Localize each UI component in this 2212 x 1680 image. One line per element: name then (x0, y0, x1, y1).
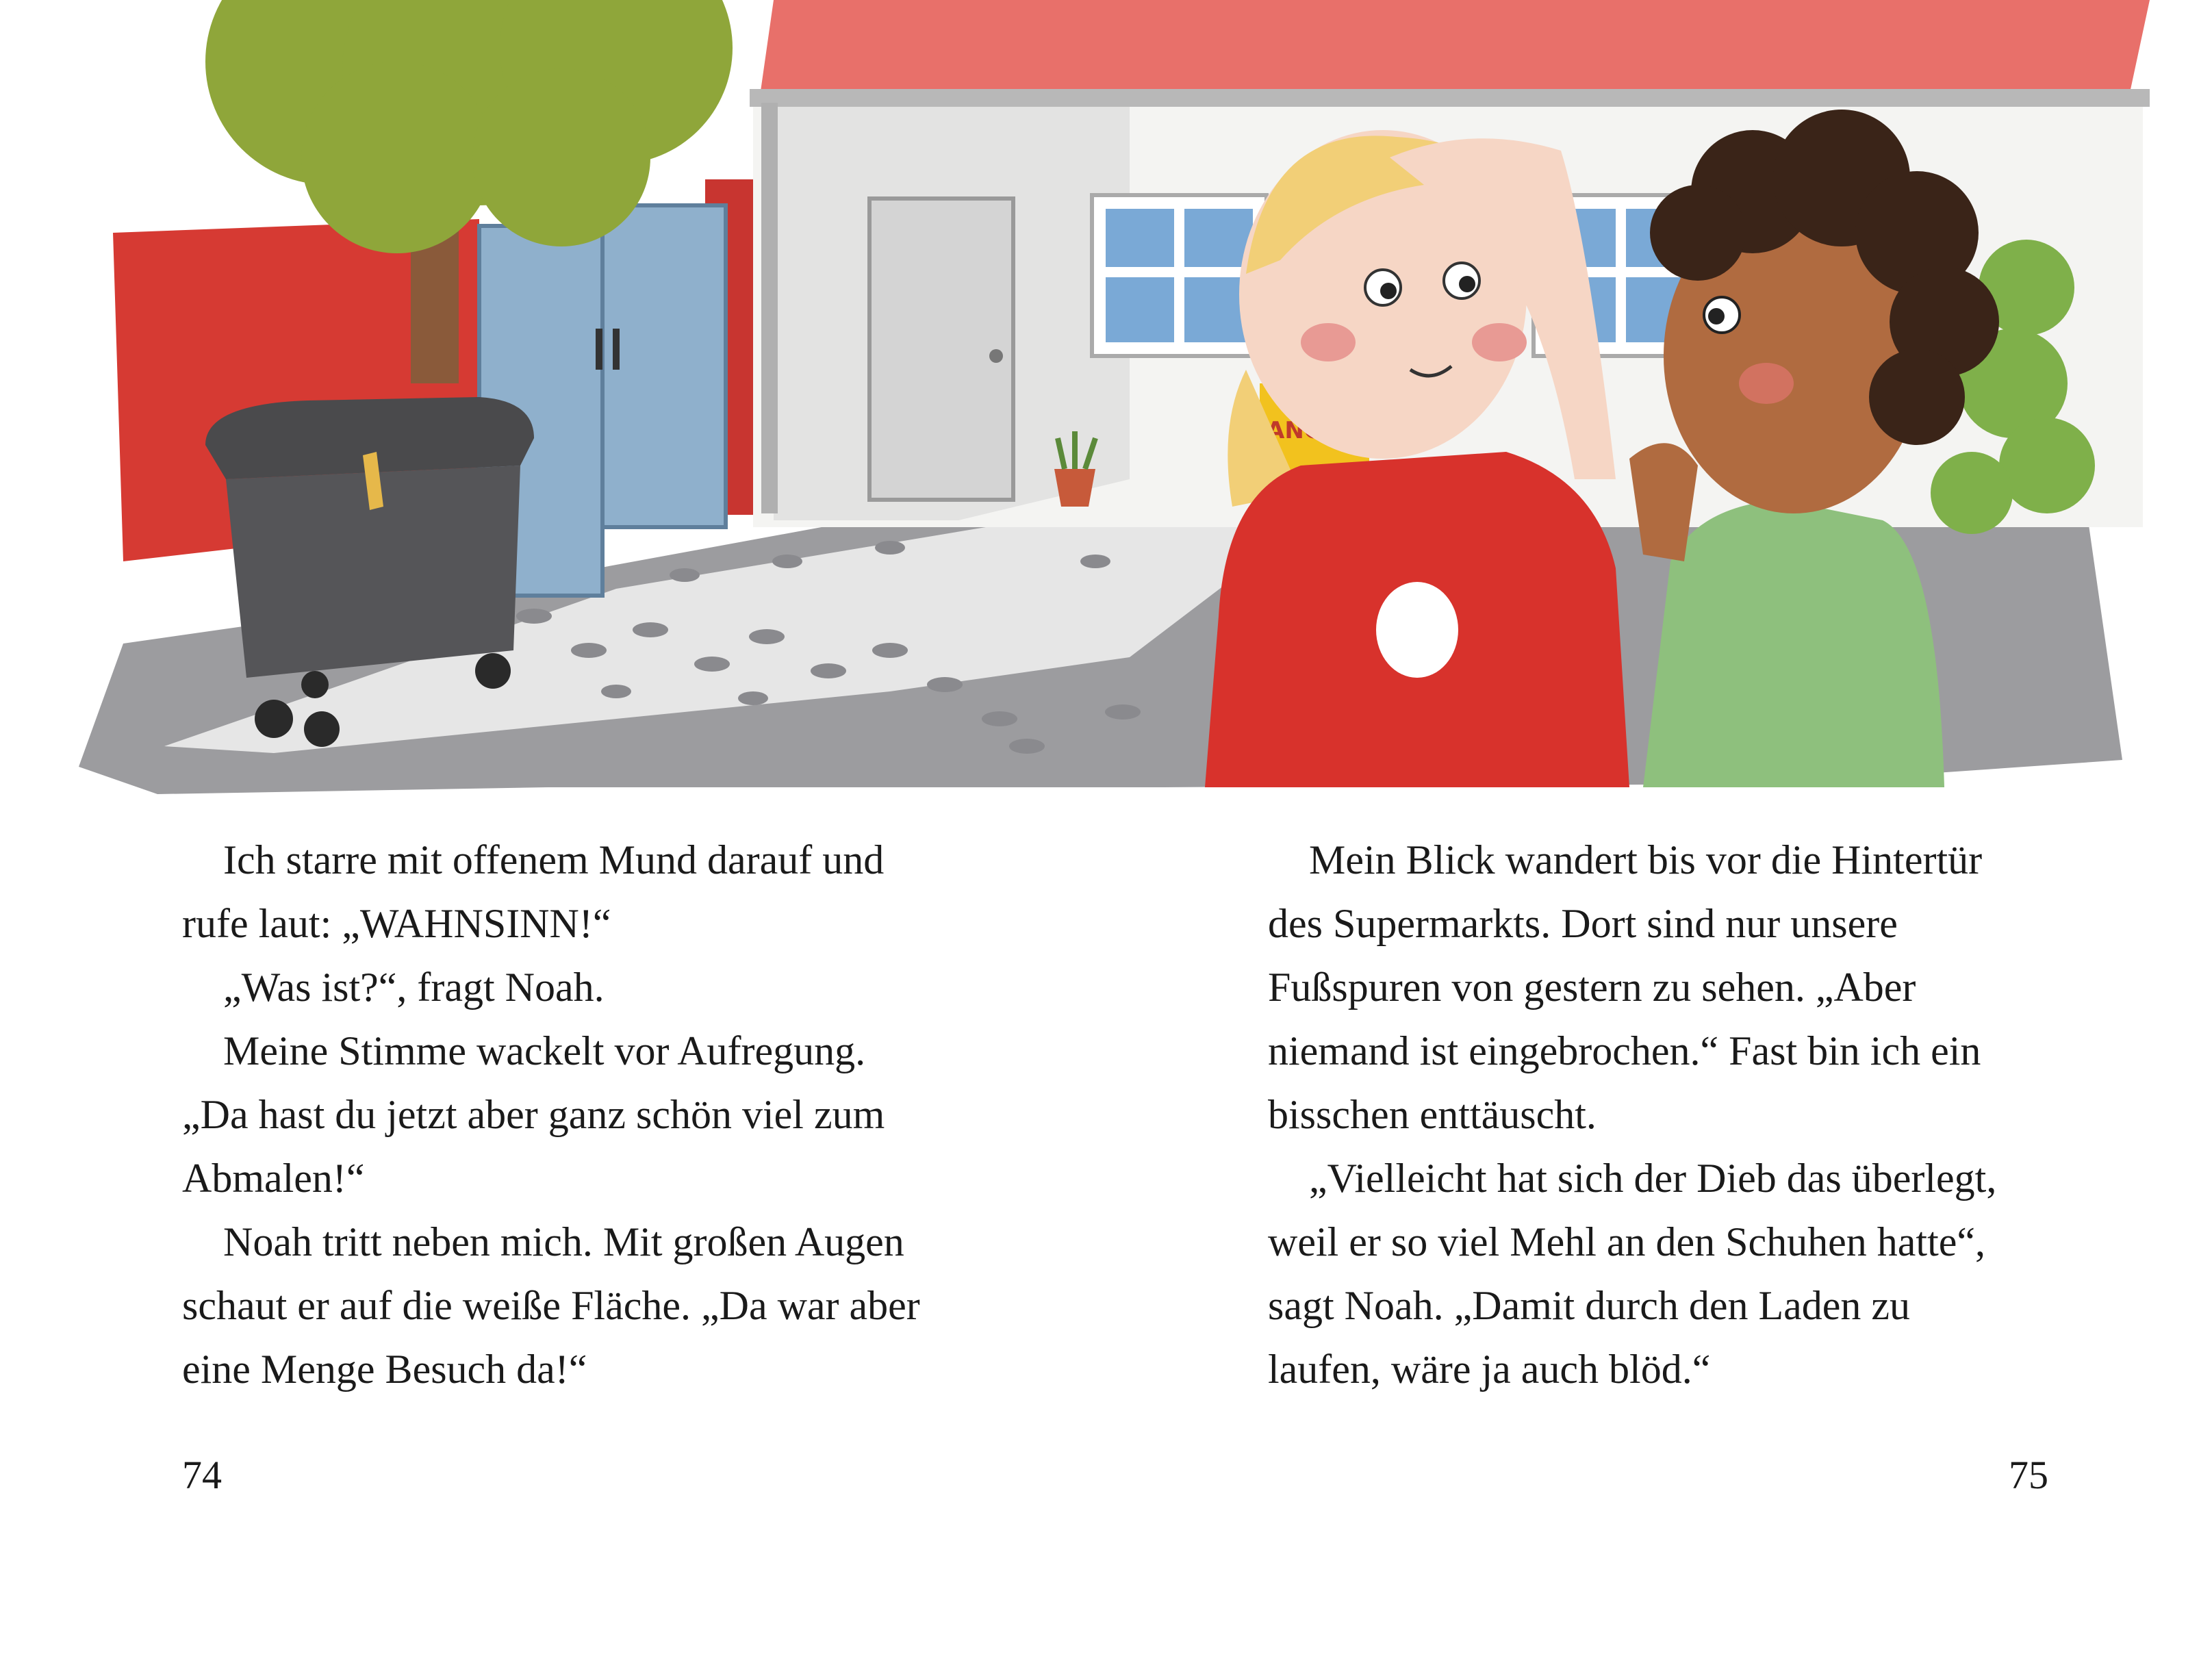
right-page-text (1268, 828, 2103, 1401)
downpipe (761, 103, 778, 513)
text-line: niemand ist eingebrochen.“ Fast bin ich ein (1268, 1028, 1981, 1073)
text-line: „Vielleicht hat sich der Dieb das überlegt, (1309, 1156, 1997, 1201)
text-line: Noah tritt neben mich. Mit großen Augen (223, 1219, 904, 1264)
left-page-text (182, 828, 1031, 1401)
page-number-left: 74 (182, 1453, 222, 1497)
text-line: schaut er auf die weiße Fläche. „Da war aber (182, 1283, 920, 1328)
illustration (0, 0, 2212, 822)
text-line: laufen, wäre ja auch blöd.“ (1268, 1347, 1711, 1392)
back-door (869, 199, 1013, 500)
text-line: des Supermarkts. Dort sind nur unsere (1268, 901, 1898, 946)
text-line: weil er so viel Mehl an den Schuhen hatte“, (1268, 1219, 1986, 1264)
text-line: Mein Blick wandert bis vor die Hintertür (1309, 837, 1983, 882)
text-line: „Was ist?“, fragt Noah. (223, 965, 605, 1010)
text-line: Abmalen!“ (182, 1156, 365, 1201)
text-line: bisschen enttäuscht. (1268, 1092, 1597, 1137)
text-line: rufe laut: „WAHNSINN!“ (182, 901, 611, 946)
gutter (750, 89, 2150, 107)
text-line: „Da hast du jetzt aber ganz schön viel zum (182, 1092, 885, 1137)
door-knob (989, 349, 1003, 363)
page-number-right: 75 (2009, 1453, 2048, 1497)
text-line: Meine Stimme wackelt vor Aufregung. (223, 1028, 866, 1073)
text-line: Fußspuren von gestern zu sehen. „Aber (1268, 965, 1916, 1010)
text-line: Ich starre mit offenem Mund darauf und (223, 837, 885, 882)
text-line: eine Menge Besuch da!“ (182, 1347, 587, 1392)
text-line: sagt Noah. „Damit durch den Laden zu (1268, 1283, 1910, 1328)
roof (760, 0, 2150, 96)
